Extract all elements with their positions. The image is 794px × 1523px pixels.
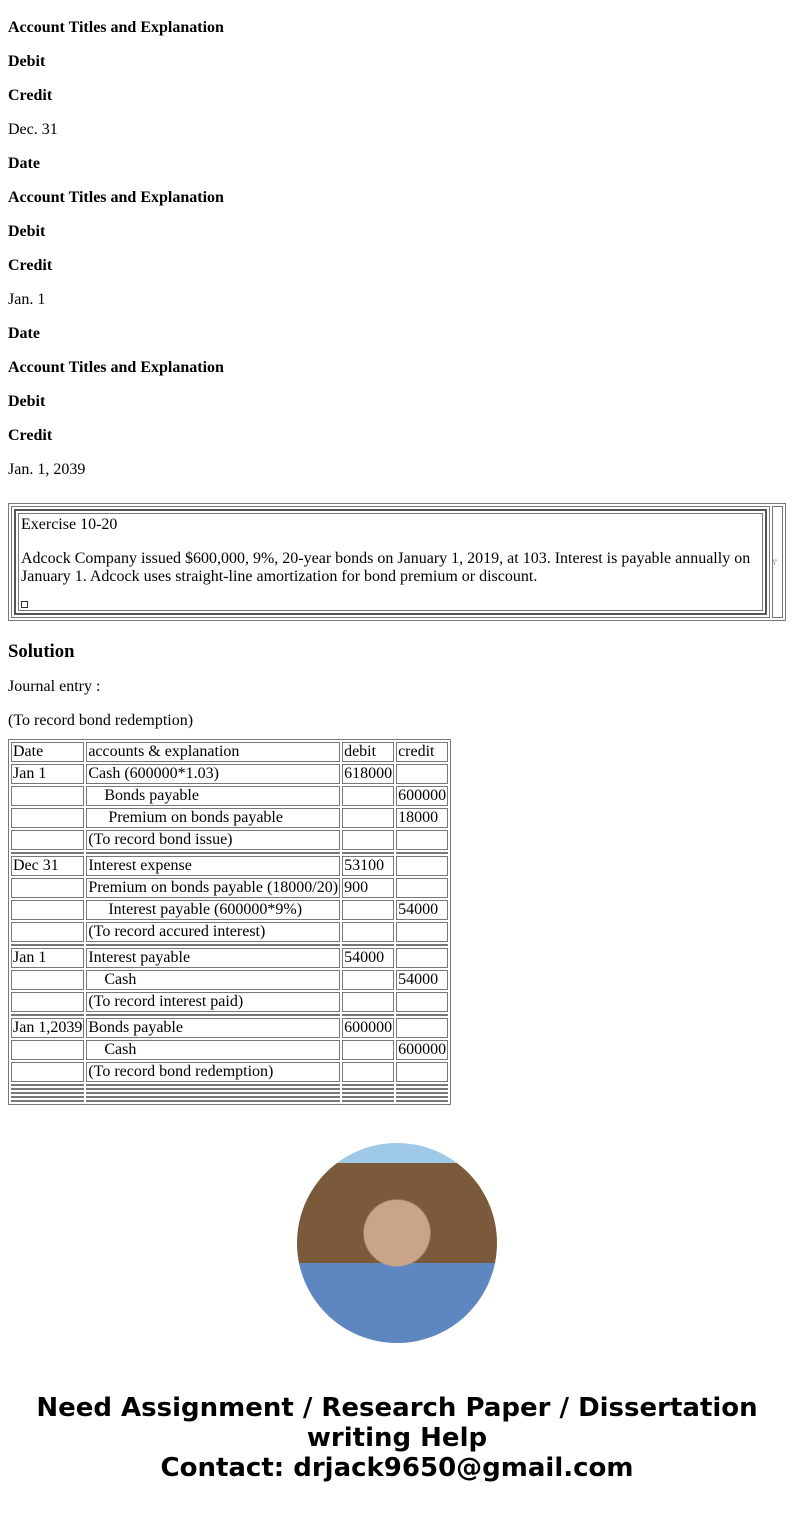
table-cell (11, 786, 84, 806)
table-cell: Dec 31 (11, 856, 84, 876)
table-cell (396, 922, 448, 942)
table-cell (342, 992, 394, 1012)
table-cell: (To record accured interest) (86, 922, 340, 942)
table-cell (342, 808, 394, 828)
table-cell (342, 900, 394, 920)
table-cell (342, 970, 394, 990)
table-cell: 54000 (342, 948, 394, 968)
table-cell (11, 992, 84, 1012)
table-cell (11, 1062, 84, 1082)
exercise-body: Adcock Company issued $600,000, 9%, 20-year bonds on January 1, 2019, at 103. Interest is payable annually on January 1. Adcock uses straight-line amortization for bond premium or discount. (21, 550, 751, 585)
top-line: Account Titles and Explanation (8, 19, 224, 36)
separator-cell (342, 1100, 394, 1102)
top-line: Account Titles and Explanation (8, 359, 224, 376)
table-cell (342, 1062, 394, 1082)
table-cell (396, 1018, 448, 1038)
table-row (11, 900, 448, 920)
table-row (11, 786, 448, 806)
top-line: Credit (8, 87, 53, 104)
separator-cell (396, 1092, 448, 1094)
separator-cell (342, 1088, 394, 1090)
solution-intro: Journal entry : (8, 678, 101, 695)
footer-contact (8, 1393, 786, 1483)
table-cell (11, 970, 84, 990)
exercise-box (8, 503, 786, 621)
table-row (11, 948, 448, 968)
solution-note: (To record bond redemption) (8, 712, 194, 729)
table-cell: (To record interest paid) (86, 992, 340, 1012)
table-cell: Jan 1 (11, 764, 84, 784)
exercise-frame (14, 509, 767, 615)
separator-cell (396, 1014, 448, 1016)
top-line: Jan. 1 (8, 291, 46, 308)
separator-row (11, 1014, 448, 1016)
table-row (11, 808, 448, 828)
table-cell: Interest payable (600000*9%) (86, 900, 340, 920)
table-row (11, 830, 448, 850)
separator-cell (86, 1096, 340, 1098)
separator-row (11, 1084, 448, 1086)
separator-cell (342, 852, 394, 854)
table-cell: accounts & explanation (86, 742, 340, 762)
table-cell: 18000 (396, 808, 448, 828)
top-line: Account Titles and Explanation (8, 189, 224, 206)
separator-cell (396, 1084, 448, 1086)
table-row (11, 922, 448, 942)
separator-row (11, 1092, 448, 1094)
table-row (11, 1018, 448, 1038)
journal-table (8, 739, 451, 1105)
separator-cell (86, 1088, 340, 1090)
table-cell: Jan 1 (11, 948, 84, 968)
separator-cell (86, 944, 340, 946)
table-cell: Bonds payable (86, 786, 340, 806)
table-cell (396, 992, 448, 1012)
table-cell (396, 948, 448, 968)
top-line: Credit (8, 427, 53, 444)
top-line: Date (8, 155, 40, 172)
top-line: Jan. 1, 2039 (8, 461, 86, 478)
footer-line-2: Contact: drjack9650@gmail.com (160, 1453, 634, 1483)
table-cell: Interest expense (86, 856, 340, 876)
side-cell: \' (772, 506, 783, 618)
table-cell: debit (342, 742, 394, 762)
separator-row (11, 944, 448, 946)
separator-cell (342, 944, 394, 946)
table-cell: 53100 (342, 856, 394, 876)
separator-cell (86, 1092, 340, 1094)
table-header-row (11, 742, 448, 762)
separator-cell (11, 1084, 84, 1086)
table-cell: 600000 (344, 1019, 393, 1036)
separator-cell (11, 944, 84, 946)
table-row (11, 856, 448, 876)
table-cell (396, 830, 448, 850)
separator-cell (342, 1092, 394, 1094)
table-cell: Premium on bonds payable (18000/20) (88, 879, 339, 896)
table-cell: Interest payable (86, 948, 340, 968)
table-cell: (To record bond issue) (86, 830, 340, 850)
separator-cell (342, 1096, 394, 1098)
table-row (11, 1040, 448, 1060)
separator-row (11, 852, 448, 854)
exercise-title: Exercise 10-20 (21, 516, 118, 533)
solution-heading: Solution (8, 641, 75, 662)
separator-cell (11, 852, 84, 854)
separator-cell (11, 1088, 84, 1090)
separator-cell (86, 852, 340, 854)
table-row (11, 764, 448, 784)
table-cell: Cash (86, 1040, 340, 1060)
table-cell (11, 1040, 84, 1060)
table-cell (396, 1062, 448, 1082)
top-lines (8, 0, 786, 495)
table-cell: Date (11, 742, 84, 762)
table-cell (342, 1040, 394, 1060)
table-cell: Bonds payable (86, 1018, 340, 1038)
separator-cell (396, 944, 448, 946)
table-cell: 54000 (396, 900, 448, 920)
exercise-inner (18, 513, 763, 611)
separator-cell (396, 852, 448, 854)
table-cell (11, 808, 84, 828)
table-cell (342, 786, 394, 806)
separator-cell (11, 1092, 84, 1094)
table-row (11, 1062, 448, 1082)
separator-cell (396, 1096, 448, 1098)
top-line: Credit (8, 257, 53, 274)
table-cell: Cash (600000*1.03) (86, 764, 340, 784)
table-cell: 54000 (396, 970, 448, 990)
table-cell: Jan 1,2039 (13, 1019, 83, 1036)
table-cell: credit (396, 742, 448, 762)
separator-row (11, 1088, 448, 1090)
separator-cell (342, 1014, 394, 1016)
table-cell: Cash (86, 970, 340, 990)
separator-cell (11, 1014, 84, 1016)
top-line: Debit (8, 223, 46, 240)
table-row (11, 992, 448, 1012)
table-cell: Premium on bonds payable (86, 808, 340, 828)
table-cell (342, 830, 394, 850)
table-cell: 618000 (344, 765, 393, 782)
separator-cell (86, 1084, 340, 1086)
separator-cell (396, 1088, 448, 1090)
separator-cell (11, 1100, 84, 1102)
table-cell (11, 900, 84, 920)
table-cell (396, 856, 448, 876)
exercise-cell (11, 506, 770, 618)
table-cell (11, 878, 84, 898)
table-cell: (To record bond redemption) (86, 1062, 340, 1082)
separator-cell (86, 1014, 340, 1016)
top-line: Date (8, 325, 40, 342)
top-line: Debit (8, 393, 46, 410)
table-cell: 900 (342, 878, 394, 898)
table-cell (342, 922, 394, 942)
separator-cell (11, 1096, 84, 1098)
table-row (11, 970, 448, 990)
footer-line-1: Need Assignment / Research Paper / Dissertation writing Help (36, 1393, 758, 1453)
author-avatar (297, 1143, 497, 1343)
table-cell (11, 922, 84, 942)
separator-row (11, 1100, 448, 1102)
table-cell: 600000 (398, 787, 447, 804)
separator-cell (342, 1084, 394, 1086)
separator-cell (86, 1100, 340, 1102)
table-cell: 600000 (398, 1041, 447, 1058)
separator-row (11, 1096, 448, 1098)
table-cell (396, 878, 448, 898)
top-line: Dec. 31 (8, 121, 58, 138)
table-cell (396, 764, 448, 784)
table-cell (11, 830, 84, 850)
top-line: Debit (8, 53, 46, 70)
broken-image-icon (21, 601, 28, 608)
table-row (11, 878, 448, 898)
separator-cell (396, 1100, 448, 1102)
